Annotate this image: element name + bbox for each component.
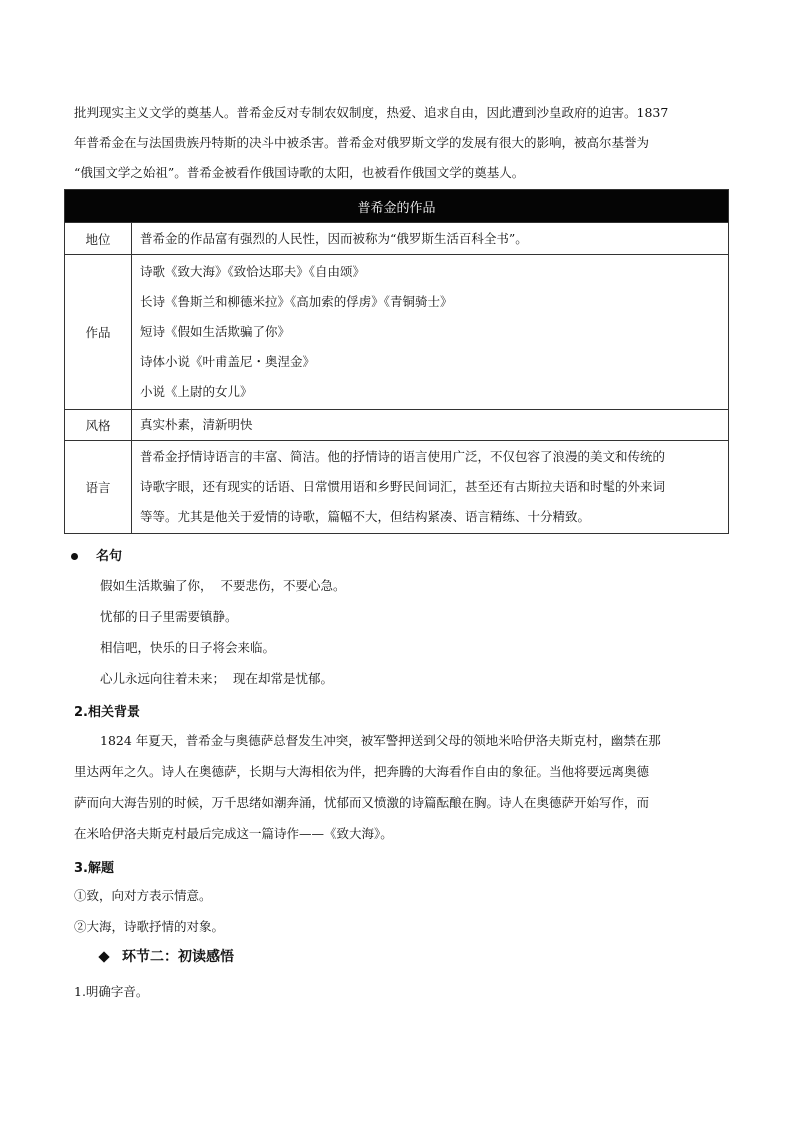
row-label: 作品: [65, 255, 132, 410]
row-line: 小说《上尉的女儿》: [140, 384, 253, 399]
row-line: 等等。尤其是他关于爱情的诗歌，篇幅不大，但结构紧凑、语言精练、十分精致。: [140, 509, 591, 524]
row-line: 真实朴素，清新明快: [140, 417, 253, 432]
row-line: 长诗《鲁斯兰和柳德米拉》《高加索的俘虏》《青铜骑士》: [140, 294, 453, 309]
table-row: [65, 410, 729, 441]
table-row: [65, 255, 729, 410]
explain-item: ②大海，诗歌抒情的对象。: [74, 919, 225, 934]
bullet-icon: [71, 553, 78, 560]
row-line: 短诗《假如生活欺骗了你》: [140, 324, 291, 339]
intro-paragraph: [74, 98, 724, 188]
row-line: 普希金的作品富有强烈的人民性，因而被称为“俄罗斯生活百科全书”。: [140, 230, 528, 246]
row-label: 风格: [65, 410, 132, 441]
intro-line: “俄国文学之始祖”。普希金被看作俄国诗歌的太阳，也被看作俄国文学的奠基人。: [74, 165, 525, 180]
row-line: 诗歌字眼，还有现实的话语、日常惯用语和乡野民间词汇，甚至还有古斯拉夫语和时髦的外来词: [140, 479, 666, 494]
explain-list: [74, 880, 224, 942]
background-line: 萨而向大海告别的时候，万千思绪如潮奔涌，忧郁而又愤激的诗篇酝酿在胸。诗人在奥德萨开始写作，而: [74, 795, 650, 810]
intro-line: 年普希金在与法国贵族丹特斯的决斗中被杀害。普希金对俄罗斯文学的发展有很大的影响，被高尔基誉为: [74, 135, 650, 150]
explain-item: ①致，向对方表示情意。: [74, 888, 212, 903]
task-item: 1.明确字音。: [74, 984, 149, 999]
background-line: 里达两年之久。诗人在奥德萨，长期与大海相依为伴，把奔腾的大海看作自由的象征。当他将要远离奥德: [74, 764, 650, 779]
background-line: 1824 年夏天，普希金与奥德萨总督发生冲突，被军警押送到父母的领地米哈伊洛夫斯克村，幽禁在那: [100, 733, 661, 748]
quotes-heading: [71, 545, 122, 564]
quotes-list: [100, 570, 345, 694]
works-table-header: 普希金的作品: [65, 190, 729, 223]
works-table: [64, 189, 729, 534]
row-content: [132, 223, 729, 255]
row-label: 地位: [65, 223, 132, 255]
quotes-title: 名句: [96, 549, 123, 564]
row-content: [132, 441, 729, 534]
quote-line: 忧郁的日子里需要镇静。: [100, 609, 238, 624]
background-paragraph: [74, 725, 724, 849]
row-label: 语言: [65, 441, 132, 534]
row-content: [132, 410, 729, 441]
quote-line: 假如生活欺骗了你， 不要悲伤，不要心急。: [100, 578, 346, 593]
background-heading: 2.相关背景: [74, 705, 140, 720]
section-heading: [100, 946, 234, 966]
quote-line: 相信吧，快乐的日子将会来临。: [100, 640, 276, 655]
background-line: 在米哈伊洛夫斯克村最后完成这一篇诗作——《致大海》。: [74, 826, 393, 841]
explain-heading: 3.解题: [74, 861, 114, 876]
intro-line: 批判现实主义文学的奠基人。普希金反对专制农奴制度，热爱、追求自由，因此遭到沙皇政府的迫害。1837: [74, 105, 669, 120]
table-row: [65, 223, 729, 255]
quote-line: 心儿永远向往着未来； 现在却常是忧郁。: [100, 671, 333, 686]
row-line: 诗歌《致大海》《致恰达耶夫》《自由颂》: [140, 264, 366, 279]
section-title: 环节二：初读感悟: [122, 949, 234, 965]
diamond-icon: [98, 951, 109, 962]
row-content: [132, 255, 729, 410]
row-line: 普希金抒情诗语言的丰富、简洁。他的抒情诗的语言使用广泛，不仅包容了浪漫的美文和传统的: [140, 449, 666, 464]
row-line: 诗体小说《叶甫盖尼・奥涅金》: [140, 354, 316, 369]
table-row: [65, 441, 729, 534]
